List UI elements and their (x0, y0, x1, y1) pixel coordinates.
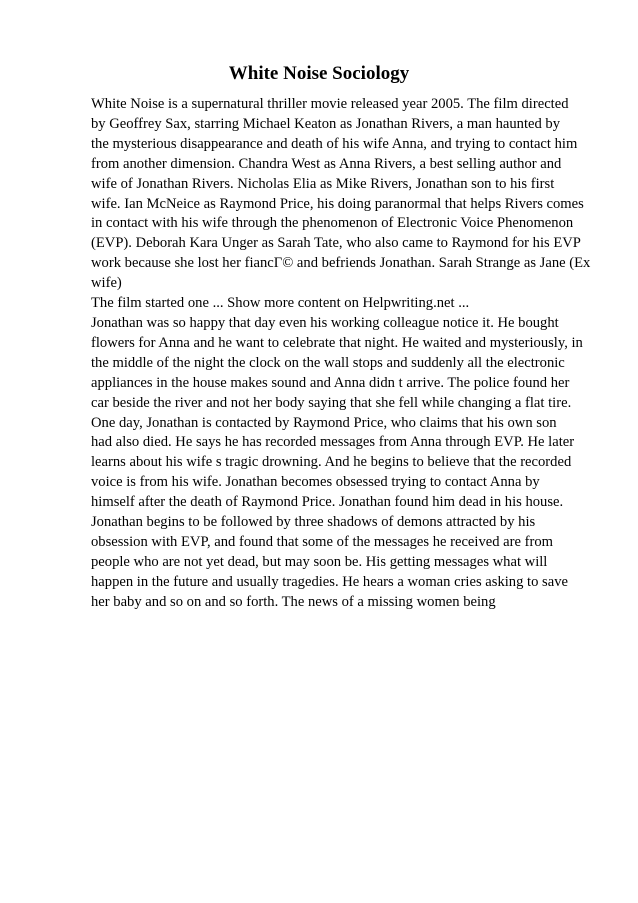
body-line: had also died. He says he has recorded messages from Anna through EVP. He later (91, 434, 575, 451)
body-line: wife of Jonathan Rivers. Nicholas Elia as Mike Rivers, Jonathan son to his first (91, 175, 555, 192)
body-line: in contact with his wife through the phenomenon of Electronic Voice Phenomenon (91, 215, 574, 232)
body-line: wife) (91, 275, 122, 292)
body-line: car beside the river and not her body saying that she fell while changing a flat tire. (91, 394, 572, 411)
body-line: obsession with EVP, and found that some of the messages he received are from (91, 533, 554, 550)
document-title: White Noise Sociology (228, 63, 410, 84)
body-line: people who are not yet dead, but may soon be. His getting messages what will (91, 553, 548, 570)
body-line: The film started one ... Show more content on Helpwriting.net ... (91, 295, 470, 312)
body-line: himself after the death of Raymond Price. Jonathan found him dead in his house. (91, 494, 564, 511)
body-line: White Noise is a supernatural thriller movie released year 2005. The film directed (91, 96, 569, 112)
body-line: from another dimension. Chandra West as Anna Rivers, a best selling author and (91, 155, 562, 172)
body-line: Jonathan was so happy that day even his working colleague notice it. He bought (91, 314, 559, 331)
body-line: appliances in the house makes sound and Anna didn t arrive. The police found her (91, 374, 570, 391)
body-line: happen in the future and usually tragedies. He hears a woman cries asking to save (91, 573, 568, 590)
body-line: voice is from his wife. Jonathan becomes obsessed trying to contact Anna by (91, 474, 540, 491)
body-line: by Geoffrey Sax, starring Michael Keaton as Jonathan Rivers, a man haunted by (91, 115, 561, 132)
document-body (91, 95, 591, 613)
body-line: One day, Jonathan is contacted by Raymond Price, who claims that his own son (91, 414, 557, 431)
body-line: flowers for Anna and he want to celebrate that night. He waited and mysteriously, in (91, 334, 583, 351)
body-line: wife. Ian McNeice as Raymond Price, his doing paranormal that helps Rivers comes (91, 195, 584, 212)
body-line: her baby and so on and so forth. The news of a missing women being (91, 593, 496, 610)
body-line: (EVP). Deborah Kara Unger as Sarah Tate, who also came to Raymond for his EVP (91, 235, 581, 252)
body-line: learns about his wife s tragic drowning. And he begins to believe that the recorded (91, 454, 572, 471)
body-line: the mysterious disappearance and death of his wife Anna, and trying to contact him (91, 135, 578, 152)
body-line: work because she lost her fiancГ© and befriends Jonathan. Sarah Strange as Jane (Ex (91, 255, 591, 272)
body-line: the middle of the night the clock on the wall stops and suddenly all the electronic (91, 354, 565, 371)
body-line: Jonathan begins to be followed by three shadows of demons attracted by his (91, 514, 536, 531)
